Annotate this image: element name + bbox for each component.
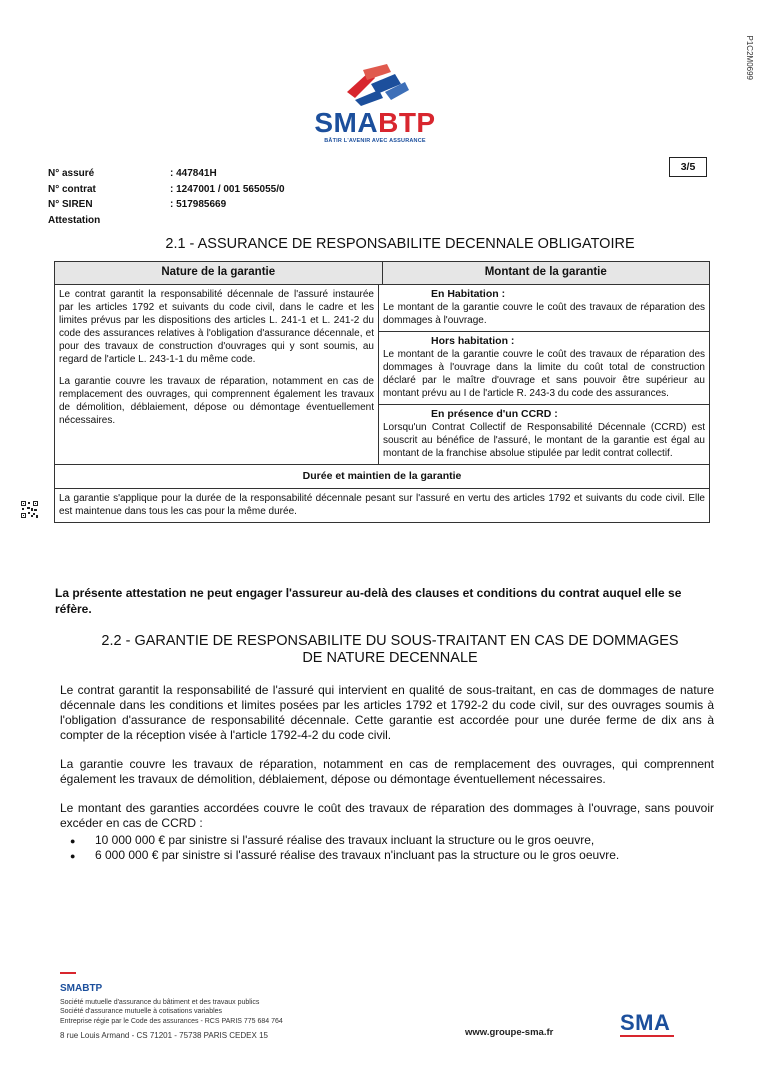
qr-code-icon (20, 500, 39, 519)
footer-line: Entreprise régie par le Code des assurances - RCS PARIS 775 684 764 (60, 1017, 283, 1025)
body-paragraph: La garantie couvre les travaux de réparation, notamment en cas de remplacement des ouvrages, qui comprennent également les travaux de démolition, déblaiement, dépose ou démontage éventuellement nécessaires. (60, 757, 714, 786)
list-item: ● 10 000 000 € par sinistre si l'assuré réalise des travaux incluant la structure ou le gros oeuvre, (84, 833, 714, 848)
section-title: 2.2 - GARANTIE DE RESPONSABILITE DU SOUS-TRAITANT EN CAS DE DOMMAGES DE NATURE DECENNALE (101, 633, 679, 666)
duree-header: Durée et maintien de la garantie (55, 464, 709, 489)
identity-row: N° SIREN : 517985669 (48, 199, 227, 210)
identity-block (48, 166, 285, 228)
identity-row: N° contrat : 1247001 / 001 565055/0 (48, 183, 285, 195)
page-number: 3/5 (669, 157, 707, 177)
brand-name: SMABTP (314, 107, 436, 138)
table-body (55, 285, 709, 464)
guarantee-table (54, 261, 710, 523)
montant-habitation: En Habitation : Le montant de la garantie couvre le coût des travaux de réparation des dommages à l'ouvrage. (379, 285, 709, 332)
identity-row: N° assuré : 447841H (48, 168, 217, 179)
footer-line: Société d'assurance mutuelle à cotisations variables (60, 1008, 223, 1015)
footer-divider (60, 972, 76, 974)
footer (60, 984, 283, 1041)
column-header-montant: Montant de la garantie (484, 266, 607, 278)
montant-ccrd: En présence d'un CCRD : Lorsqu'un Contrat Collectif de Responsabilité Décennale (CCRD) est souscrit au bénéfice de l'assuré, le montant de la garantie est égal au montant de la franchise absolue stipulée par ledit contrat collectif. (383, 408, 705, 459)
montant-hors-habitation: Hors habitation : Le montant de la garantie couvre le coût des travaux de réparation des dommages à l'ouvrage dans la limite du coût total de construction déclaré par le maître d'ouvrage et sans pouvoir être supérieur au montant prévu au I de l'article R. 243-3 du code des assurances. (379, 332, 709, 405)
smabtp-logo (300, 62, 450, 144)
brand-tagline: BÂTIR L'AVENIR AVEC ASSURANCE (324, 138, 426, 144)
footer-line: Société mutuelle d'assurance du bâtiment et des travaux publics (60, 998, 260, 1006)
nature-paragraph: Le contrat garantit la responsabilité décennale de l'assuré instaurée par les articles 1792 et suivants du code civil, dans le cadre et les limites prévus par les dispositions des articles L. 241-1 et L. 241-2 du code des assurances relatives à l'obligation d'assurance décennale, et pour des travaux de construction d'ouvrages qui y sont soumis, au regard de l'article L. 243-1-1 du même code. (59, 289, 374, 365)
disclaimer-text: La présente attestation ne peut engager l'assureur au-delà des clauses et conditions du contrat auquel elle se réfère. (55, 586, 682, 616)
body-paragraph: Le contrat garantit la responsabilité de l'assuré qui intervient en qualité de sous-traitant, en cas de dommages de nature décennale dans les conditions et limites posées par les articles 1792 et 1792-2 du code civil, sur des ouvrages soumis à l'obligation d'assurance de responsabilité décennale. Cette garantie est accordée pour une durée ferme de dix ans à compter de la réception visée à l'article 1792-4-2 du code civil. (60, 683, 714, 742)
nature-cell (55, 285, 379, 464)
column-header-nature: Nature de la garantie (55, 262, 383, 284)
sma-logo: SMA (620, 1010, 674, 1037)
nature-paragraph: La garantie couvre les travaux de réparation, notamment en cas de remplacement des ouvrages, qui comprennent également les travaux de démolition, déblaiement, dépose ou démontage éventuellement nécessaires. (59, 376, 374, 426)
duree-text: La garantie s'applique pour la durée de la responsabilité décennale pesant sur l'assuré en vertu des articles 1792 et suivants du code civil. Elle est maintenue dans tous les cas pour la même durée. (59, 493, 705, 517)
amount-list (60, 833, 714, 863)
montant-cell (379, 285, 709, 464)
smabtp-logo-icon (335, 62, 415, 108)
footer-address: 8 rue Louis Armand - CS 71201 - 75738 PARIS CEDEX 15 (60, 1031, 268, 1040)
document-code: P1C2M0699 (745, 35, 754, 80)
list-item: ● 6 000 000 € par sinistre si l'assuré réalise des travaux n'incluant pas la structure ou le gros oeuvre. (84, 848, 714, 863)
section-title: 2.1 - ASSURANCE DE RESPONSABILITE DECENNALE OBLIGATOIRE (165, 236, 635, 252)
identity-row: Attestation (48, 214, 101, 226)
table-header (55, 262, 709, 285)
website-link[interactable]: www.groupe-sma.fr (465, 1027, 554, 1038)
section-body (60, 683, 714, 863)
footer-brand: SMABTP (60, 983, 103, 994)
body-paragraph: Le montant des garanties accordées couvre le coût des travaux de réparation des dommages à l'ouvrage, sans pouvoir excéder en cas de CCRD : (60, 801, 714, 830)
